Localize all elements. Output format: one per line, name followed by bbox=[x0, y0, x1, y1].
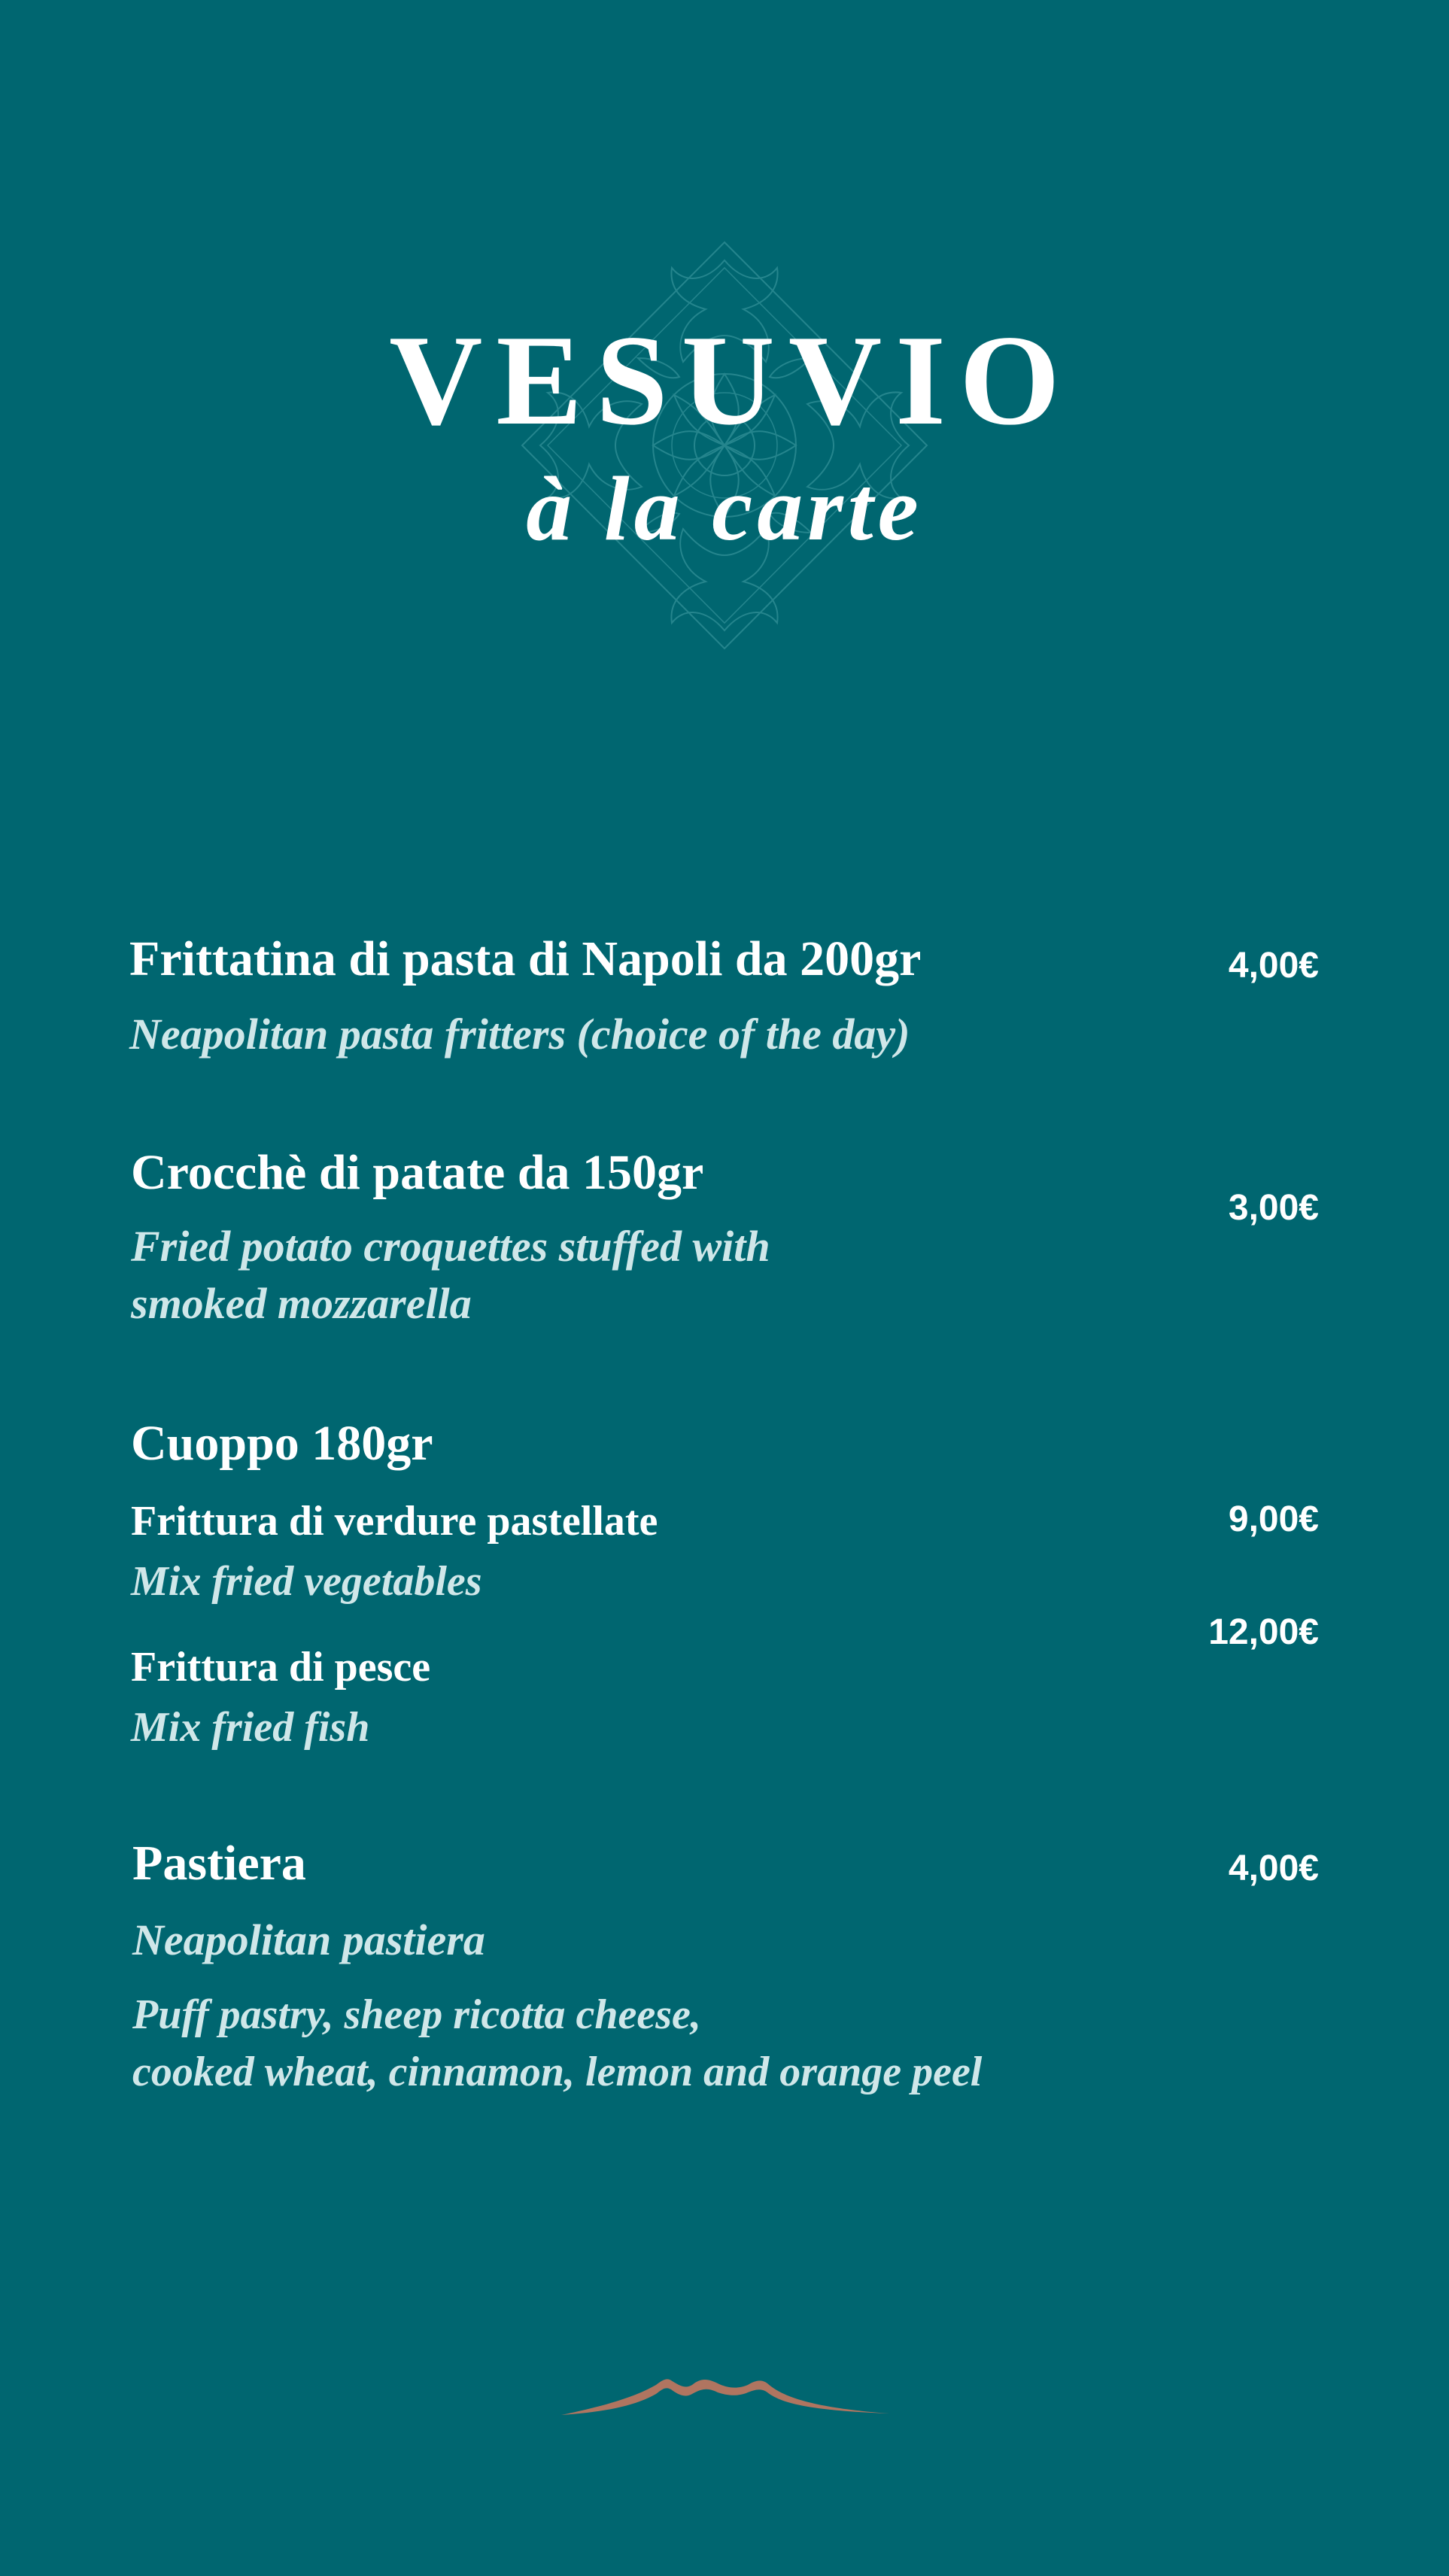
menu-item-name: Cuoppo 180gr bbox=[131, 1416, 433, 1471]
menu-item-name: Frittatina di pasta di Napoli da 200gr bbox=[129, 931, 922, 986]
menu-item-price: 3,00€ bbox=[1228, 1188, 1319, 1228]
menu-subtitle: à la carte bbox=[526, 458, 923, 560]
menu-variant-description: Mix fried vegetables bbox=[131, 1558, 482, 1605]
menu-item-name: Crocchè di patate da 150gr bbox=[131, 1145, 704, 1200]
menu-item-details-line: Puff pastry, sheep ricotta cheese, bbox=[132, 1991, 701, 2038]
menu-variant-price: 9,00€ bbox=[1228, 1499, 1319, 1539]
menu-item-description: Neapolitan pastiera bbox=[132, 1915, 485, 1964]
menu-item-description-line: smoked mozzarella bbox=[131, 1279, 472, 1328]
menu-item-price: 4,00€ bbox=[1228, 1848, 1319, 1888]
menu-item-price: 4,00€ bbox=[1228, 946, 1319, 986]
restaurant-title: VESUVIO bbox=[389, 309, 1074, 452]
menu-variant-price: 12,00€ bbox=[1208, 1612, 1319, 1652]
menu-item-name: Pastiera bbox=[132, 1836, 306, 1891]
mountain-vesuvius-icon bbox=[560, 2370, 891, 2420]
menu-variant-name: Frittura di pesce bbox=[131, 1644, 431, 1690]
menu-item-details-line: cooked wheat, cinnamon, lemon and orange peel bbox=[132, 2049, 983, 2095]
menu-item-description-line: Fried potato croquettes stuffed with bbox=[131, 1222, 770, 1271]
menu-variant-name: Frittura di verdure pastellate bbox=[131, 1498, 658, 1545]
menu-variant-description: Mix fried fish bbox=[131, 1704, 370, 1751]
menu-item-description: Neapolitan pasta fritters (choice of the day) bbox=[129, 1010, 910, 1059]
